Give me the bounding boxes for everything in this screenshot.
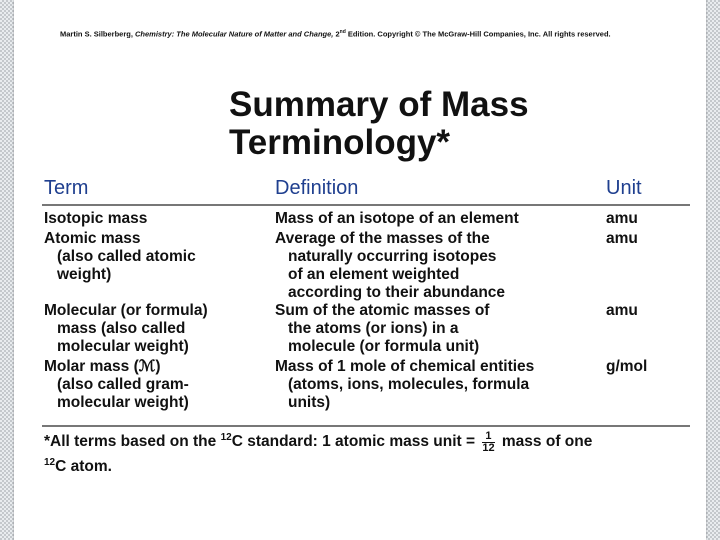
header-unit: Unit — [606, 177, 642, 199]
row4-unit: g/mol — [606, 358, 648, 375]
row1-unit: amu — [606, 210, 638, 227]
footnote: *All terms based on the $^{12}$C standard: 1 atomic mass unit = $\frac{1}{12}$ mass of one $^{12}$C atom. — [44, 429, 593, 475]
row4-definition: Mass of 1 mole of chemical entities (atoms, ions, molecules, formula units) — [275, 358, 535, 411]
row1-term: Isotopic mass — [44, 210, 148, 227]
row1-definition: Mass of an isotope of an element — [275, 210, 519, 227]
row2-definition: Average of the masses of the naturally occurring isotopes of an element weighted according to their abundance — [275, 230, 506, 301]
row3-term: Molecular (or formula) mass (also called molecular weight) — [44, 302, 208, 355]
row2-term: Atomic mass (also called atomic weight) — [44, 230, 196, 283]
row2-unit: amu — [606, 230, 638, 247]
title-line-2: Terminology* — [229, 123, 451, 162]
slide-title — [229, 86, 529, 162]
header-definition: Definition — [275, 177, 359, 199]
header-term: Term — [44, 177, 89, 199]
row3-definition: Sum of the atomic masses of the atoms (or ions) in a molecule (or formula unit) — [275, 302, 490, 355]
title-line-1: Summary of Mass — [229, 85, 529, 124]
slide — [14, 0, 706, 540]
footer-rule — [42, 425, 690, 427]
row4-term: Molar mass (ℳ) (also called gram- molecular weight) — [44, 358, 189, 411]
fraction: $\frac{1}{12}$ — [482, 429, 495, 454]
copyright-line: Martin S. Silberberg, Chemistry: The Molecular Nature of Matter and Change, 2nd Edition. Copyright © The McGraw-Hill Companies, Inc. All rights reserved. — [60, 29, 611, 39]
header-rule — [42, 204, 690, 206]
row3-unit: amu — [606, 302, 638, 319]
